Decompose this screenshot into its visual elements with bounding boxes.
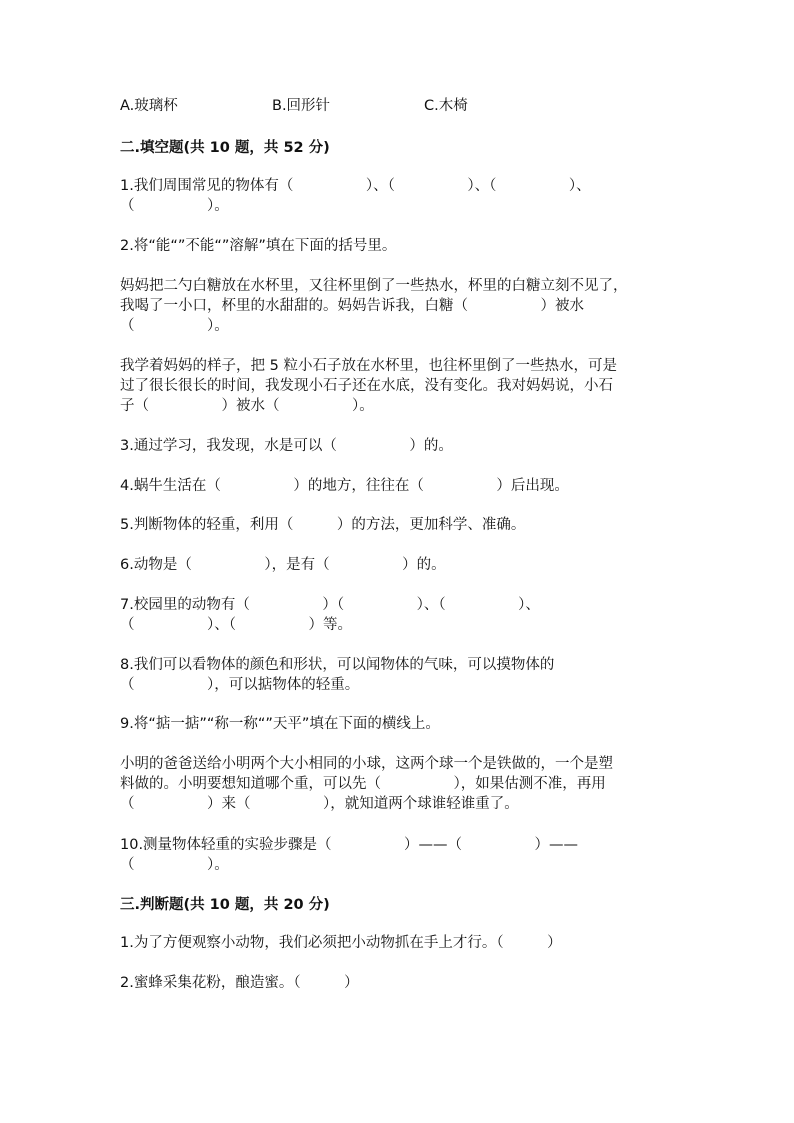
section-heading-true-false: 三.判断题(共 10 题，共 20 分) (120, 897, 330, 913)
question-10-line-1: 10.测量物体轻重的实验步骤是（ ）——（ ）—— (120, 837, 579, 853)
option-a: A.玻璃杯 (120, 98, 178, 114)
question-10-line-2: （ ）。 (120, 857, 229, 873)
question-6: 6.动物是（ ），是有（ ）的。 (120, 557, 446, 573)
question-3: 3.通过学习，我发现，水是可以（ ）的。 (120, 438, 453, 454)
question-2-passage-1-line-3: （ ）。 (120, 318, 229, 334)
question-9-passage-line-3: （ ）来（ ），就知道两个球谁轻谁重了。 (120, 796, 519, 812)
question-4: 4.蜗牛生活在（ ）的地方，往往在（ ）后出现。 (120, 478, 569, 494)
question-8-line-2: （ ），可以掂物体的轻重。 (120, 677, 360, 693)
question-9: 9.将“掂一掂”“称一称“”天平”填在下面的横线上。 (120, 716, 440, 732)
question-2: 2.将“能“”不能“”溶解”填在下面的括号里。 (120, 238, 397, 254)
question-1-line-1: 1.我们周围常见的物体有（ ）、（ ）、（ ）、 (120, 178, 591, 194)
tf-question-1: 1.为了方便观察小动物，我们必须把小动物抓在手上才行。（ ） (120, 935, 562, 951)
option-c: C.木椅 (424, 98, 468, 114)
tf-question-2: 2.蜜蜂采集花粉，酿造蜜。（ ） (120, 975, 359, 991)
question-2-passage-2-line-2: 过了很长很长的时间，我发现小石子还在水底，没有变化。我对妈妈说，小石 (120, 378, 613, 394)
question-2-passage-2-line-1: 我学着妈妈的样子，把 5 粒小石子放在水杯里，也往杯里倒了一些热水，可是 (120, 358, 617, 374)
question-2-passage-1-line-2: 我喝了一小口，杯里的水甜甜的。妈妈告诉我，白糖（ ）被水 (120, 298, 584, 314)
question-9-passage-line-2: 料做的。小明要想知道哪个重，可以先（ ），如果估测不准，再用 (120, 776, 606, 792)
option-b: B.回形针 (272, 98, 331, 114)
question-7-line-1: 7.校园里的动物有（ ）（ ）、（ ）、 (120, 597, 540, 613)
question-1-line-2: （ ）。 (120, 198, 229, 214)
question-8-line-1: 8.我们可以看物体的颜色和形状，可以闻物体的气味，可以摸物体的 (120, 657, 555, 673)
question-5: 5.判断物体的轻重，利用（ ）的方法，更加科学、准确。 (120, 517, 526, 533)
section-heading-fill-in: 二.填空题(共 10 题，共 52 分) (120, 140, 330, 156)
question-2-passage-1-line-1: 妈妈把二勺白糖放在水杯里，又往杯里倒了一些热水，杯里的白糖立刻不见了， (120, 278, 628, 294)
question-7-line-2: （ ）、（ ）等。 (120, 617, 352, 633)
question-9-passage-line-1: 小明的爸爸送给小明两个大小相同的小球，这两个球一个是铁做的，一个是塑 (120, 756, 613, 772)
question-2-passage-2-line-3: 子（ ）被水（ ）。 (120, 398, 374, 414)
